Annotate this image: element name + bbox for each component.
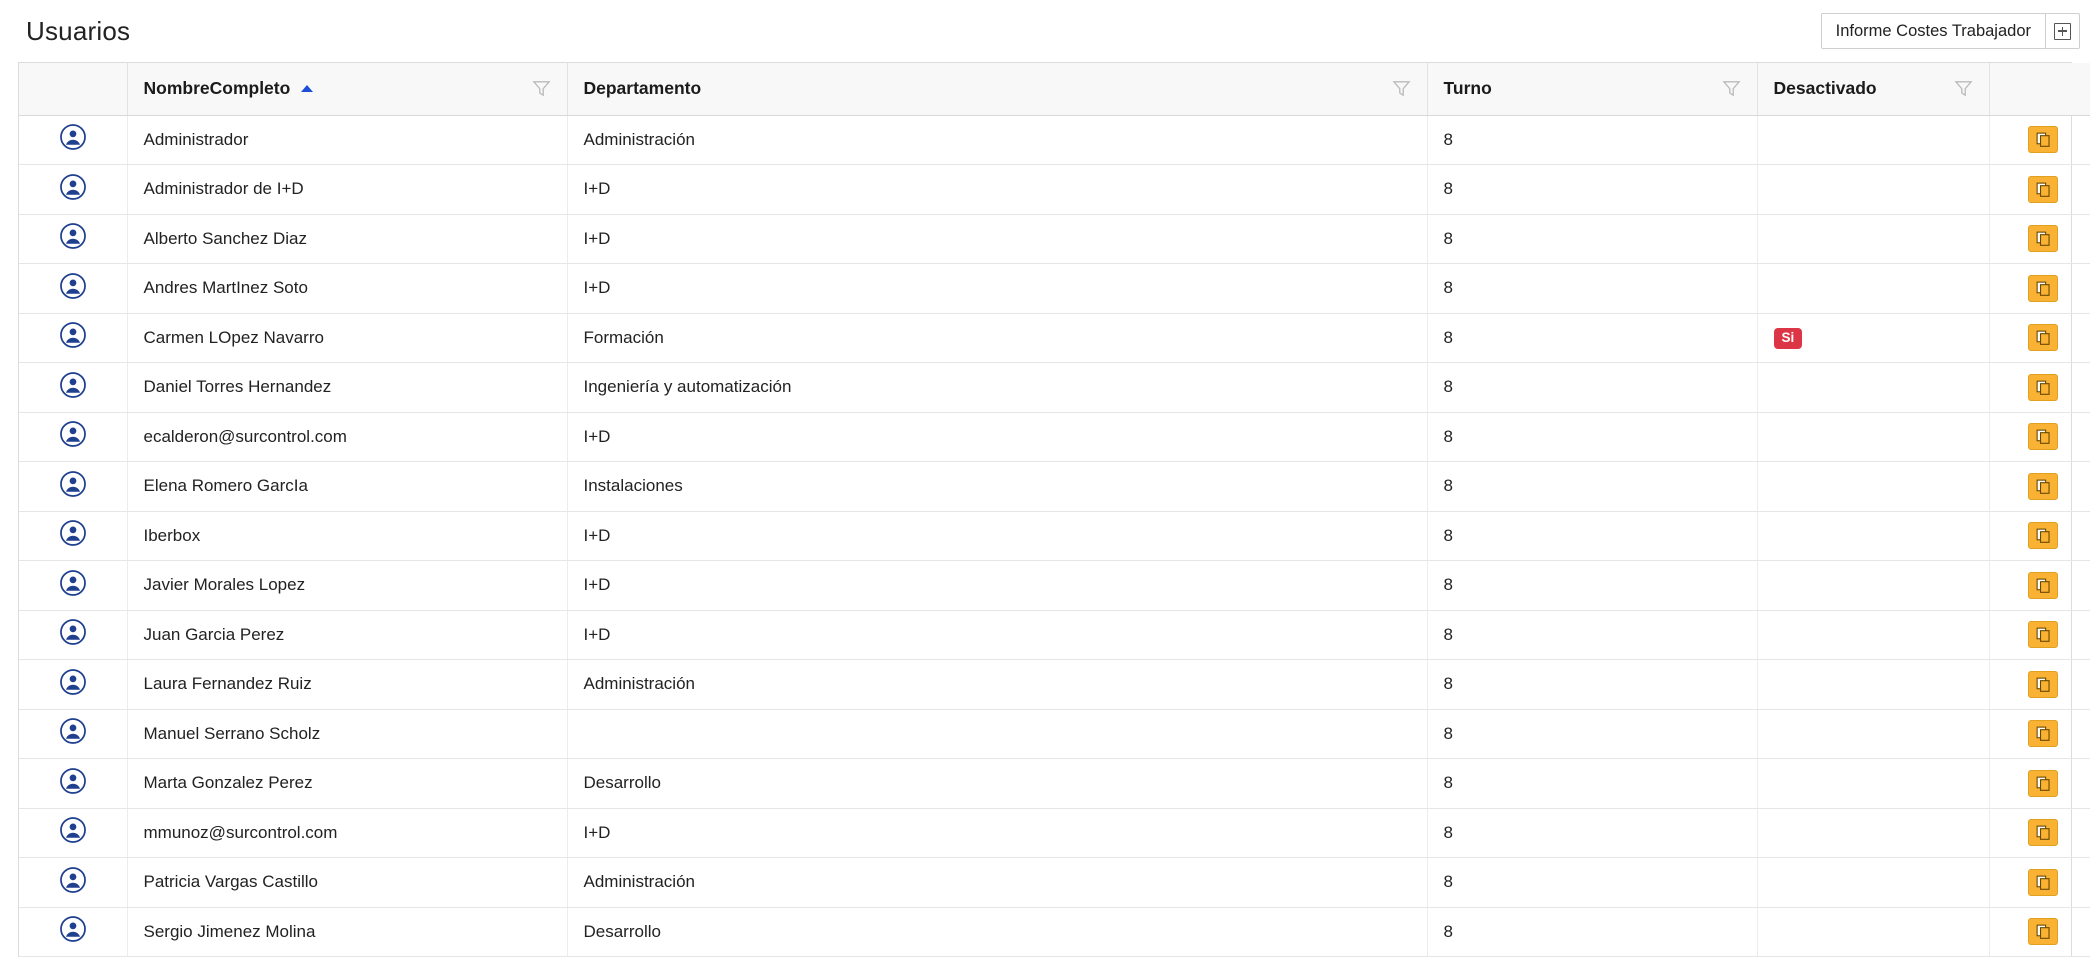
status-badge: Si <box>1774 328 1803 349</box>
cell-nombrecompleto: Patricia Vargas Castillo <box>127 858 567 908</box>
row-select-cell[interactable] <box>19 610 127 660</box>
row-select-cell[interactable] <box>19 363 127 413</box>
cell-desactivado <box>1757 561 1989 611</box>
cell-nombrecompleto: Marta Gonzalez Perez <box>127 759 567 809</box>
cell-turno: 8 <box>1427 264 1757 314</box>
user-circle-icon <box>59 222 87 255</box>
row-select-cell[interactable] <box>19 561 127 611</box>
user-circle-icon <box>59 272 87 305</box>
filter-icon-turno[interactable] <box>1722 79 1741 98</box>
cell-turno: 8 <box>1427 214 1757 264</box>
duplicate-row-button[interactable] <box>2028 473 2058 500</box>
cell-departamento: I+D <box>567 165 1427 215</box>
cell-turno: 8 <box>1427 858 1757 908</box>
duplicate-row-button[interactable] <box>2028 819 2058 846</box>
cell-desactivado <box>1757 313 1989 363</box>
cell-departamento: Administración <box>567 858 1427 908</box>
cell-actions[interactable] <box>1989 610 2090 660</box>
cell-actions[interactable] <box>1989 561 2090 611</box>
user-circle-icon <box>59 816 87 849</box>
cell-desactivado <box>1757 808 1989 858</box>
user-circle-icon <box>59 321 87 349</box>
copy-document-icon <box>2035 428 2052 445</box>
cell-turno: 8 <box>1427 660 1757 710</box>
row-select-cell[interactable] <box>19 313 127 363</box>
cell-turno: 8 <box>1427 759 1757 809</box>
duplicate-row-button[interactable] <box>2028 621 2058 648</box>
cell-desactivado <box>1757 511 1989 561</box>
table-row[interactable] <box>19 165 2090 215</box>
copy-document-icon <box>2035 725 2052 742</box>
cell-turno: 8 <box>1427 412 1757 462</box>
user-circle-icon <box>59 519 87 547</box>
duplicate-row-button[interactable] <box>2028 770 2058 797</box>
duplicate-row-button[interactable] <box>2028 720 2058 747</box>
cell-turno: 8 <box>1427 610 1757 660</box>
duplicate-row-button[interactable] <box>2028 572 2058 599</box>
column-label-nombrecompleto: NombreCompleto <box>143 78 291 99</box>
user-circle-icon <box>59 866 87 899</box>
filter-icon-desactivado[interactable] <box>1954 79 1973 98</box>
copy-document-icon <box>2035 379 2052 396</box>
filter-icon-nombrecompleto[interactable] <box>532 79 551 98</box>
cell-nombrecompleto: Andres MartInez Soto <box>127 264 567 314</box>
cell-actions[interactable] <box>1989 808 2090 858</box>
copy-document-icon <box>2035 527 2052 544</box>
cell-nombrecompleto: Laura Fernandez Ruiz <box>127 660 567 710</box>
copy-document-icon <box>2035 230 2052 247</box>
user-circle-icon <box>59 915 87 943</box>
copy-document-icon <box>2035 824 2052 841</box>
duplicate-row-button[interactable] <box>2028 275 2058 302</box>
cell-departamento: I+D <box>567 808 1427 858</box>
cell-departamento: I+D <box>567 511 1427 561</box>
user-circle-icon <box>59 767 87 795</box>
cell-actions[interactable] <box>1989 709 2090 759</box>
cell-actions[interactable] <box>1989 214 2090 264</box>
cell-actions[interactable] <box>1989 412 2090 462</box>
user-circle-icon <box>59 816 87 844</box>
cell-departamento <box>567 709 1427 759</box>
cell-desactivado <box>1757 709 1989 759</box>
copy-document-icon <box>2035 775 2052 792</box>
duplicate-row-button[interactable] <box>2028 869 2058 896</box>
table-row[interactable] <box>19 313 2090 363</box>
table-head <box>19 63 2090 115</box>
cell-departamento: I+D <box>567 561 1427 611</box>
copy-document-icon <box>2035 280 2052 297</box>
user-circle-icon <box>59 569 87 597</box>
user-circle-icon <box>59 668 87 696</box>
copy-document-icon <box>2035 181 2052 198</box>
user-circle-icon <box>59 222 87 250</box>
cell-nombrecompleto: Juan Garcia Perez <box>127 610 567 660</box>
header-actions <box>1821 13 2080 49</box>
cell-turno: 8 <box>1427 511 1757 561</box>
copy-document-icon <box>2035 676 2052 693</box>
duplicate-row-button[interactable] <box>2028 522 2058 549</box>
copy-document-icon <box>2035 131 2052 148</box>
cell-nombrecompleto: mmunoz@surcontrol.com <box>127 808 567 858</box>
copy-document-icon <box>2035 874 2052 891</box>
duplicate-row-button[interactable] <box>2028 324 2058 351</box>
cell-actions[interactable] <box>1989 313 2090 363</box>
column-label-departamento: Departamento <box>583 78 702 99</box>
cell-desactivado <box>1757 858 1989 908</box>
cell-actions[interactable] <box>1989 660 2090 710</box>
cell-turno: 8 <box>1427 709 1757 759</box>
row-select-cell[interactable] <box>19 907 127 957</box>
row-select-cell[interactable] <box>19 511 127 561</box>
duplicate-row-button[interactable] <box>2028 918 2058 945</box>
table-row[interactable] <box>19 115 2090 165</box>
user-circle-icon <box>59 420 87 448</box>
copy-document-icon <box>2035 577 2052 594</box>
cell-actions[interactable] <box>1989 462 2090 512</box>
cell-departamento: Ingeniería y automatización <box>567 363 1427 413</box>
cell-desactivado <box>1757 115 1989 165</box>
informe-costes-trabajador-button[interactable]: Informe Costes Trabajador <box>1821 13 2046 49</box>
user-circle-icon <box>59 866 87 894</box>
table-row[interactable] <box>19 511 2090 561</box>
row-select-cell[interactable] <box>19 412 127 462</box>
cell-departamento: Desarrollo <box>567 759 1427 809</box>
cell-turno: 8 <box>1427 808 1757 858</box>
cell-nombrecompleto: Elena Romero GarcIa <box>127 462 567 512</box>
user-circle-icon <box>59 915 87 948</box>
table-row[interactable] <box>19 412 2090 462</box>
cell-actions[interactable] <box>1989 165 2090 215</box>
cell-departamento: I+D <box>567 264 1427 314</box>
copy-document-icon <box>2035 329 2052 346</box>
cell-desactivado <box>1757 610 1989 660</box>
table-body <box>19 115 2090 957</box>
column-header-departamento[interactable] <box>567 63 1427 115</box>
cell-desactivado <box>1757 264 1989 314</box>
cell-nombrecompleto: ecalderon@surcontrol.com <box>127 412 567 462</box>
cell-departamento: Desarrollo <box>567 907 1427 957</box>
cell-nombrecompleto: Daniel Torres Hernandez <box>127 363 567 413</box>
table-row[interactable] <box>19 610 2090 660</box>
cell-nombrecompleto: Javier Morales Lopez <box>127 561 567 611</box>
column-header-desactivado[interactable] <box>1757 63 1989 115</box>
row-select-cell[interactable] <box>19 462 127 512</box>
cell-desactivado <box>1757 165 1989 215</box>
cell-departamento: Administración <box>567 115 1427 165</box>
user-circle-icon <box>59 717 87 750</box>
cell-actions[interactable] <box>1989 907 2090 957</box>
copy-document-icon <box>2035 626 2052 643</box>
cell-departamento: Administración <box>567 660 1427 710</box>
users-grid <box>18 62 2072 957</box>
cell-actions[interactable] <box>1989 511 2090 561</box>
cell-nombrecompleto: Iberbox <box>127 511 567 561</box>
cell-departamento: I+D <box>567 412 1427 462</box>
sort-ascending-icon <box>301 85 313 92</box>
table-header-row <box>19 63 2090 115</box>
cell-actions[interactable] <box>1989 115 2090 165</box>
cell-departamento: Formación <box>567 313 1427 363</box>
user-circle-icon <box>59 123 87 156</box>
cell-turno: 8 <box>1427 115 1757 165</box>
table-row[interactable] <box>19 907 2090 957</box>
user-circle-icon <box>59 321 87 354</box>
row-select-cell[interactable] <box>19 115 127 165</box>
row-select-cell[interactable] <box>19 214 127 264</box>
cell-nombrecompleto: Alberto Sanchez Diaz <box>127 214 567 264</box>
cell-nombrecompleto: Sergio Jimenez Molina <box>127 907 567 957</box>
row-select-cell[interactable] <box>19 709 127 759</box>
user-circle-icon <box>59 371 87 404</box>
user-circle-icon <box>59 470 87 503</box>
row-select-cell[interactable] <box>19 165 127 215</box>
column-header-turno[interactable] <box>1427 63 1757 115</box>
duplicate-row-button[interactable] <box>2028 126 2058 153</box>
plus-square-icon <box>2054 23 2071 40</box>
user-circle-icon <box>59 618 87 646</box>
cell-desactivado <box>1757 907 1989 957</box>
cell-desactivado <box>1757 363 1989 413</box>
page-header <box>0 0 2090 62</box>
cell-desactivado <box>1757 462 1989 512</box>
cell-nombrecompleto: Manuel Serrano Scholz <box>127 709 567 759</box>
filter-icon-departamento[interactable] <box>1392 79 1411 98</box>
column-header-select <box>19 63 127 115</box>
duplicate-row-button[interactable] <box>2028 176 2058 203</box>
cell-departamento: I+D <box>567 610 1427 660</box>
row-select-cell[interactable] <box>19 264 127 314</box>
user-circle-icon <box>59 569 87 602</box>
table-row[interactable] <box>19 363 2090 413</box>
user-circle-icon <box>59 767 87 800</box>
table-row[interactable] <box>19 858 2090 908</box>
duplicate-row-button[interactable] <box>2028 374 2058 401</box>
table-row[interactable] <box>19 759 2090 809</box>
row-select-cell[interactable] <box>19 660 127 710</box>
cell-turno: 8 <box>1427 561 1757 611</box>
table-row[interactable] <box>19 808 2090 858</box>
user-circle-icon <box>59 371 87 399</box>
add-user-button[interactable] <box>2046 13 2080 49</box>
column-header-nombrecompleto[interactable] <box>127 63 567 115</box>
cell-actions[interactable] <box>1989 858 2090 908</box>
user-circle-icon <box>59 420 87 453</box>
duplicate-row-button[interactable] <box>2028 225 2058 252</box>
user-circle-icon <box>59 123 87 151</box>
cell-nombrecompleto: Carmen LOpez Navarro <box>127 313 567 363</box>
table-row[interactable] <box>19 561 2090 611</box>
cell-turno: 8 <box>1427 313 1757 363</box>
duplicate-row-button[interactable] <box>2028 423 2058 450</box>
user-circle-icon <box>59 717 87 745</box>
cell-nombrecompleto: Administrador <box>127 115 567 165</box>
table-row[interactable] <box>19 660 2090 710</box>
cell-turno: 8 <box>1427 462 1757 512</box>
cell-departamento: Instalaciones <box>567 462 1427 512</box>
cell-actions[interactable] <box>1989 264 2090 314</box>
user-circle-icon <box>59 668 87 701</box>
table-row[interactable] <box>19 462 2090 512</box>
duplicate-row-button[interactable] <box>2028 671 2058 698</box>
cell-actions[interactable] <box>1989 363 2090 413</box>
user-circle-icon <box>59 470 87 498</box>
user-circle-icon <box>59 173 87 201</box>
cell-desactivado <box>1757 759 1989 809</box>
table-row[interactable] <box>19 709 2090 759</box>
user-circle-icon <box>59 618 87 651</box>
users-table <box>19 63 2090 957</box>
table-row[interactable] <box>19 264 2090 314</box>
cell-turno: 8 <box>1427 907 1757 957</box>
user-circle-icon <box>59 272 87 300</box>
user-circle-icon <box>59 519 87 552</box>
cell-turno: 8 <box>1427 165 1757 215</box>
column-header-actions <box>1989 63 2090 115</box>
row-select-cell[interactable] <box>19 759 127 809</box>
cell-actions[interactable] <box>1989 759 2090 809</box>
cell-desactivado <box>1757 412 1989 462</box>
row-select-cell[interactable] <box>19 858 127 908</box>
column-label-turno: Turno <box>1443 78 1492 99</box>
cell-desactivado <box>1757 660 1989 710</box>
column-label-desactivado: Desactivado <box>1773 78 1877 99</box>
cell-nombrecompleto: Administrador de I+D <box>127 165 567 215</box>
user-circle-icon <box>59 173 87 206</box>
table-row[interactable] <box>19 214 2090 264</box>
copy-document-icon <box>2035 478 2052 495</box>
row-select-cell[interactable] <box>19 808 127 858</box>
cell-departamento: I+D <box>567 214 1427 264</box>
page-title: Usuarios <box>26 15 131 46</box>
copy-document-icon <box>2035 923 2052 940</box>
cell-desactivado <box>1757 214 1989 264</box>
cell-turno: 8 <box>1427 363 1757 413</box>
